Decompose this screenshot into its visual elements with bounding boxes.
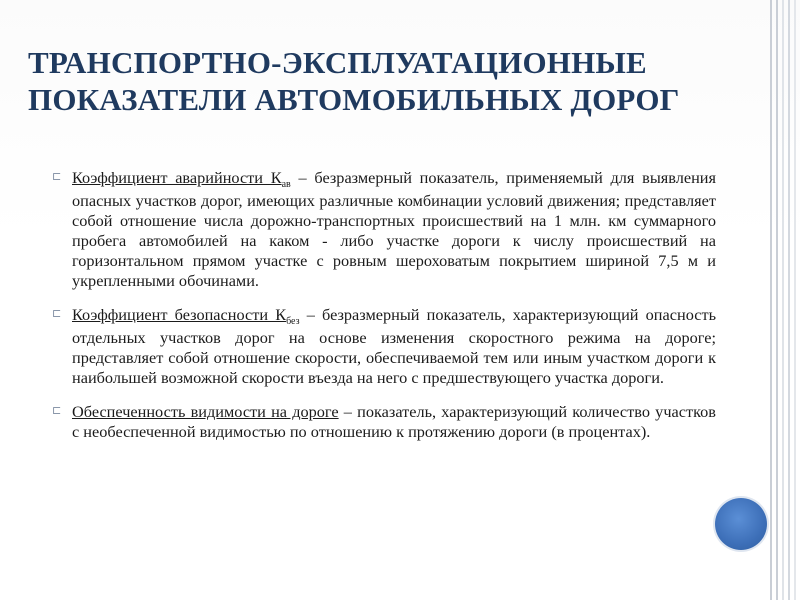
slide-title <box>28 44 728 118</box>
term-label <box>72 168 291 190</box>
slide-title-line-2: ПОКАЗАТЕЛИ АВТОМОБИЛЬНЫХ ДОРОГ <box>28 82 680 117</box>
slide-title-line-1: ТРАНСПОРТНО-ЭКСПЛУАТАЦИОННЫЕ <box>28 45 647 80</box>
term-text: Коэффициент безопасности К <box>72 305 287 324</box>
bullet-arrow-icon: ⊏ <box>52 308 62 320</box>
term-text: Коэффициент аварийности К <box>72 168 282 187</box>
rail-line <box>788 0 790 600</box>
bullet-arrow-icon: ⊏ <box>52 405 62 417</box>
rail-line <box>794 0 796 600</box>
term-subscript: без <box>286 316 300 327</box>
bullet-item-accident-coefficient <box>46 168 716 291</box>
bullet-item-visibility <box>46 402 716 442</box>
bullet-item-safety-coefficient <box>46 305 716 388</box>
rail-line <box>776 0 778 600</box>
item-description: – показатель, характеризующий количество участков с необеспеченной видимостью по отношению к протяжению дороги (в процентах). <box>72 402 716 441</box>
right-decorative-rails <box>764 0 800 600</box>
term-subscript: ав <box>281 179 291 190</box>
item-description: – безразмерный показатель, применяемый для выявления опасных участков дорог, имеющих различные комбинации условий движения; представляет собой отношение числа дорожно-транспортных происшествий на 1 млн. км суммарного пробега автомобилей на каком - либо участке дороги к числу происшествий на горизонтальном прямом участке с ровным шероховатым покрытием шириной 7,5 м и укрепленными обочинами. <box>72 168 716 290</box>
rail-line <box>782 0 784 600</box>
rail-line <box>770 0 772 600</box>
bullet-arrow-icon: ⊏ <box>52 171 62 183</box>
term-label <box>72 402 339 421</box>
item-description: – безразмерный показатель, характеризующий опасность отдельных участков дорог на основе изменения скоростного режима на дороге; представляет собой отношение скорости, обеспечиваемой тем или иным участком дороги к наибольшей возможной скорости въезда на него с предшествующего участка дороги. <box>72 305 717 387</box>
term-text: Обеспеченность видимости на дороге <box>72 402 339 421</box>
term-label <box>72 305 300 327</box>
decorative-circle <box>715 498 767 550</box>
slide-body <box>46 168 716 456</box>
